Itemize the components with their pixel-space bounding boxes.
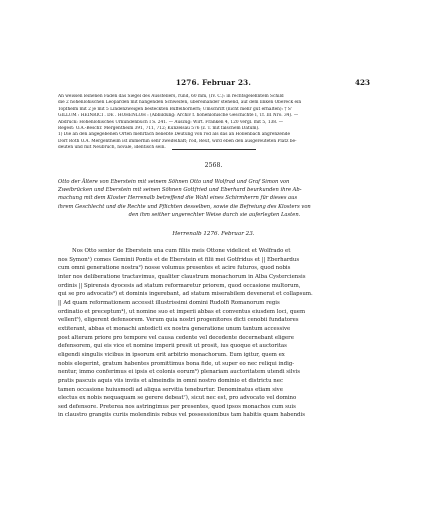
- note-line: Abdruck: Hohenlohisches Urkundenbuch I S. 241. — Auszug: Wirt. Franken 4, 120 vergl. mit 5, 138. —: [58, 119, 284, 125]
- body-line: nentur, immo conferimus ei ipsis et colonis eorum⁶) plenariam auctoritatem utendi silvis: [58, 369, 301, 376]
- body-line: in claustro grangiis curiis molendinis rebus vel possessionibus tam habitis quam habendis: [58, 412, 305, 419]
- summary-line: Otto der Ältere von Eberstein mit seinem Söhnen Otto und Wolfrad und Graf Simon von: [58, 179, 290, 185]
- body-line: electus ex nobis nequaquam se gerere debeat⁷), sicut nec est, pro advocato vel domino: [58, 395, 297, 402]
- body-line: inter nos deliberatione tractavimus, qualiter claustrum monachorum in Alba Cysterciensis: [58, 273, 306, 280]
- body-line: defensorem, qui eis vice et nomine imperii presit ut prosit, ius quoque et auctoritas: [58, 343, 287, 350]
- body-line: || Ad quam reformationem accessit illustrissimi domini Rudolfi Romanorum regis: [58, 299, 280, 306]
- body-line: Nos Otto senior de Eberstein una cum filiis meis Ottone videlicet et Wolfrado et: [72, 248, 291, 254]
- body-line: sed defensore. Preterea nos astringimus per presentes, quod ipsos monachos cum suis: [58, 403, 296, 410]
- body-line: cum omni generatione nostra²) nosse volumus presentes et acire futuros, quod nobis: [58, 265, 291, 272]
- note-line: An weissen leinenen Fäden das Siegel des Ausstellers, rund, 60 mm, (IV. C.): in rechtsgelehntem Schild: [58, 94, 284, 99]
- body-line: extiterant, abbas et monachi antedicti ex nostra generatione unum tantum accessive: [58, 325, 291, 332]
- body-line: ordinis || Spirensis dyocesis ad statum reformaretur priorem, quod occasione multorum,: [58, 282, 301, 289]
- note-line: die 2 hohenlohischen Leoparden mit hängenden Schweifen, übereinander stehend, auf dem linken Obereck ein: [58, 100, 302, 106]
- charter-body: [58, 247, 373, 420]
- note-line: 1) Die an den angegebenen Orten mehrfach beliebte Deutung von rod als das an Hollenbach angrenzende: [58, 132, 291, 138]
- body-line: eligendi singulis vicibus in ipsorum erit arbitrio monachorum. Eum igitur, quem ex: [58, 351, 285, 358]
- summary-line: Zweibrücken und Eberstein mit seinen Söhnen Gottfried und Eberhard beurkunden ihre Ab-: [58, 187, 302, 194]
- body-line: nobis elegerint, gratum habentes promittimus bona fide, ut super eo nec reliqui indig-: [58, 360, 295, 367]
- note-line: Regest: O.A.-Beschr. Mergentheim 391, 711, 712; Künzelsau 576 (z. T. mit falschem Datum).: [58, 126, 260, 132]
- place-date: Herrenalb 1276. Februar 23.: [172, 231, 255, 237]
- note-line: Topfhelm mit 2 je mit 5 Lindenzweigen besteckten Büffelhörnern; Umschrift (nicht mehr gut erhalten): † S': [58, 106, 293, 112]
- note-line: Dorf Roth O.A. Mergentheim ist immerhin sehr zweifelhaft; rod, Reut, wird eben den ausgereuteten Platz be-: [58, 138, 297, 144]
- summary-line: den ihm seither ungerechter Weise durch sie auferlegten Lasten.: [128, 211, 301, 218]
- page-header-date: 1276. Februar 23.: [175, 78, 252, 87]
- body-line: pratis pascuis aquis viis inviis et almeindis in omni nostro dominio et districtu nec: [58, 377, 283, 384]
- summary-line: machung mit dem Kloster Herrenalb betreffend die Wahl eines Schirmherrn für dieses aus: [58, 195, 298, 202]
- note-line: deuten und mit Neubruch, novale, identisch sein.: [58, 145, 166, 151]
- body-line: qui se pro advocatis³) et dominis ingerebant, ad statum miserabilem devenerat et collapsum.: [58, 291, 313, 298]
- body-line: tamen occasione huiusmodi ad aliqua servitia teneburtur. Denominatus etiam sive: [58, 386, 283, 393]
- body-line: vellent⁵), eligerent defensorem. Verum quia nostri progenitores dicti cenobii fundatores: [58, 317, 299, 324]
- note-line: GILLUM : HEINRICI . DE . HOHENLOH : (Abbildung: Archiv f. hohenlohische Geschichte I, Tf. III Nro. 34). —: [58, 113, 299, 119]
- body-line: post alterum priore pro tempore vel causa cedente vel decedente decernebant eligere: [58, 334, 294, 341]
- document-summary: [58, 178, 371, 219]
- body-line: ordinatio et preceptum⁴), ut nomine suo et imperii abbas et conventus eiusdem loci, quem: [58, 308, 306, 315]
- section-divider: [172, 149, 256, 150]
- body-line: nos Symon¹) comes Geminii Pontis et de Eberstein et filii mei Gotfridus et || Eberhardus: [58, 256, 300, 263]
- page-number: 423: [354, 78, 370, 87]
- document-number: 2568.: [204, 162, 223, 169]
- summary-line: ihrem Geschlecht und die Rechte und Pflichten desselben, sowie die Befreiung des Klosters von: [58, 203, 311, 210]
- footnotes-block: [58, 94, 368, 152]
